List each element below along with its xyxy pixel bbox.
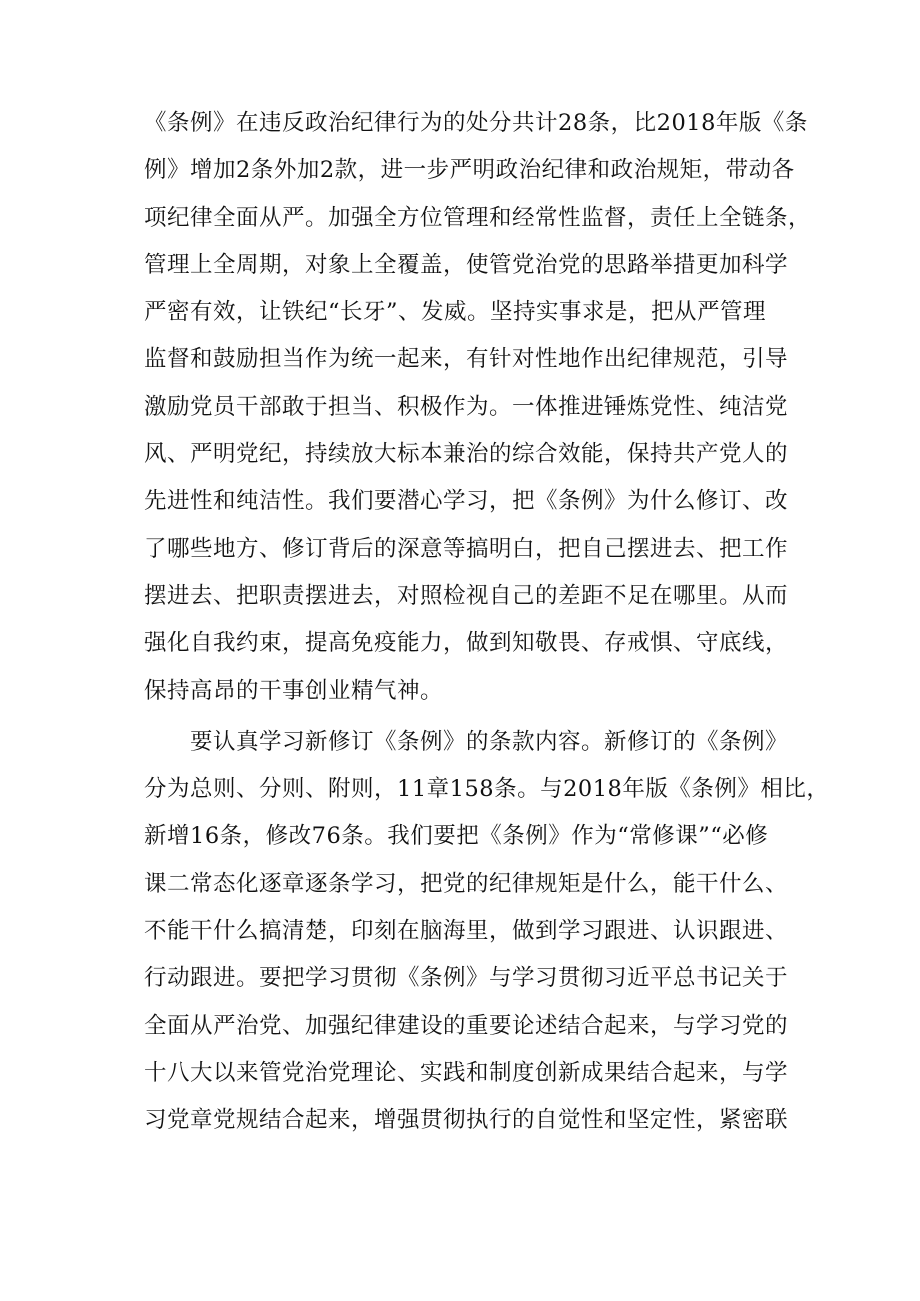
text-line: 先进性和纯洁性。我们要潜心学习，把《条例》为什么修订、改 xyxy=(144,488,789,515)
text-line: 《条例》在违反政治纪律行为的处分共计28条，比2018年版《条 xyxy=(144,110,808,136)
text-line: 十八大以来管党治党理论、实践和制度创新成果结合起来，与学 xyxy=(144,1059,789,1086)
text-line: 监督和鼓励担当作为统一起来，有针对性地作出纪律规范，引导 xyxy=(144,346,789,373)
text-line: 管理上全周期，对象上全覆盖，使管党治党的思路举措更加科学 xyxy=(144,251,789,278)
text-line: 项纪律全面从严。加强全方位管理和经常性监督，责任上全链条， xyxy=(144,204,812,231)
text-line: 分为总则、分则、附则，11章158条。与2018年版《条例》相比， xyxy=(144,776,830,803)
document-page xyxy=(144,100,830,1145)
text-line: 激励党员干部敢于担当、积极作为。一体推进锤炼党性、纯洁党 xyxy=(144,393,789,420)
text-line: 了哪些地方、修订背后的深意等搞明白，把自己摆进去、把工作 xyxy=(144,535,789,562)
text-line: 严密有效，让铁纪“长牙”、发威。坚持实事求是，把从严管理 xyxy=(144,299,767,326)
text-line: 习党章党规结合起来，增强贯彻执行的自觉性和坚定性，紧密联 xyxy=(144,1107,789,1134)
paragraph-1 xyxy=(144,100,812,715)
text-line: 强化自我约束，提高免疫能力，做到知敬畏、存戒惧、守底线， xyxy=(144,630,789,657)
text-line: 课二常态化逐章逐条学习，把党的纪律规矩是什么，能干什么、 xyxy=(144,870,789,897)
paragraph-2 xyxy=(144,719,830,1145)
text-line-indented: 要认真学习新修订《条例》的条款内容。新修订的《条例》 xyxy=(190,728,789,755)
text-line: 新增16条，修改76条。我们要把《条例》作为“常修课”“必修 xyxy=(144,823,769,850)
text-line: 不能干什么搞清楚，印刻在脑海里，做到学习跟进、认识跟进、 xyxy=(144,918,789,945)
text-line: 行动跟进。要把学习贯彻《条例》与学习贯彻习近平总书记关于 xyxy=(144,965,789,992)
text-line: 保持高昂的干事创业精气神。 xyxy=(144,677,444,704)
text-line: 风、严明党纪，持续放大标本兼治的综合效能，保持共产党人的 xyxy=(144,441,789,468)
text-line: 摆进去、把职责摆进去，对照检视自己的差距不足在哪里。从而 xyxy=(144,582,789,609)
text-line: 全面从严治党、加强纪律建设的重要论述结合起来，与学习党的 xyxy=(144,1012,789,1039)
text-line: 例》增加2条外加2款，进一步严明政治纪律和政治规矩，带动各 xyxy=(144,157,795,184)
